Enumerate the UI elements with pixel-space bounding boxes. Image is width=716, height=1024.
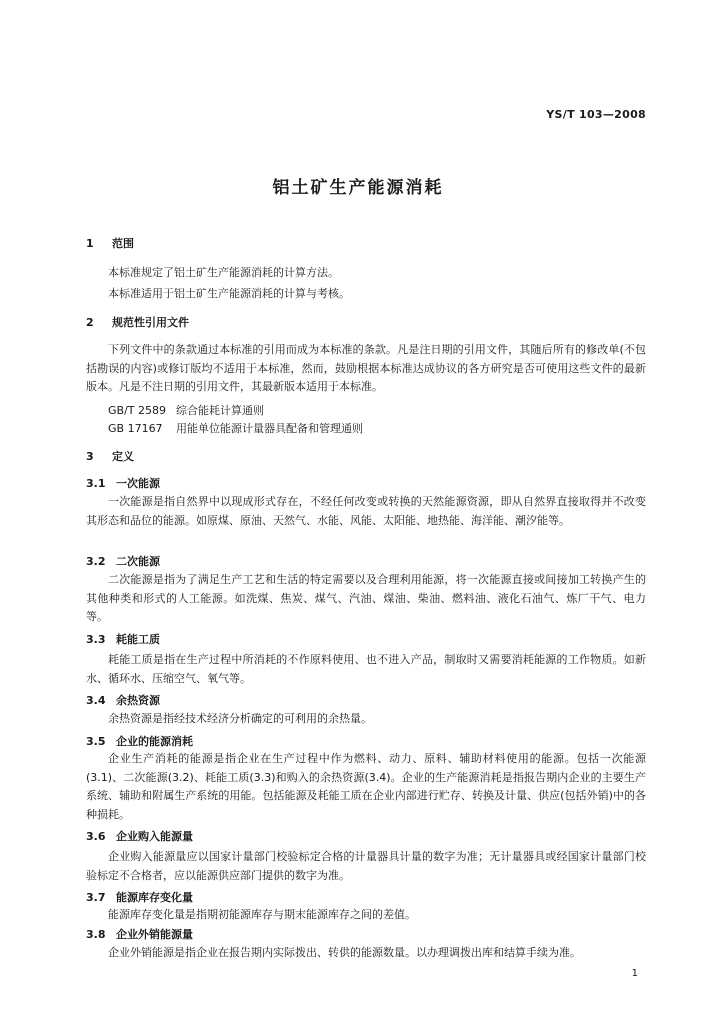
section-title: 规范性引用文件 [112, 316, 189, 329]
subsection-number: 3.6 [86, 830, 106, 843]
subsection-heading [86, 828, 193, 844]
reference-title: 用能单位能源计量器具配备和管理通则 [176, 422, 363, 435]
subsection-title: 二次能源 [116, 555, 160, 568]
subsection-heading [86, 926, 193, 942]
paragraph: 企业外销能源是指企业在报告期内实际拨出、转供的能源数量。以办理调拨出库和结算手续为准。 [108, 946, 581, 959]
section-number: 3 [86, 450, 94, 463]
section-number: 2 [86, 316, 94, 329]
reference-code: GB/T 2589 [108, 404, 166, 417]
subsection-number: 3.4 [86, 694, 106, 707]
subsection-title: 企业购入能源量 [116, 830, 193, 843]
paragraph: 耗能工质是指在生产过程中所消耗的不作原料使用、也不进入产品，制取时又需要消耗能源的工作物质。如新水、循环水、压缩空气、氧气等。 [86, 653, 646, 685]
subsection-heading [86, 631, 160, 647]
subsection-number: 3.2 [86, 555, 106, 568]
paragraph: 本标准适用于铝土矿生产能源消耗的计算与考核。 [108, 287, 350, 300]
page-number: 1 [631, 968, 638, 979]
paragraph: 一次能源是指自然界中以现成形式存在，不经任何改变或转换的天然能源资源，即从自然界直接取得并不改变其形态和品位的能源。如原煤、原油、天然气、水能、风能、太阳能、地热能、海洋能、潮汐能等。 [86, 495, 646, 527]
subsection-number: 3.8 [86, 928, 106, 941]
section-title: 定义 [112, 450, 134, 463]
standard-number: YS/T 103—2008 [546, 108, 646, 121]
reference-item [108, 402, 264, 418]
subsection-number: 3.7 [86, 891, 106, 904]
document-title: 铝土矿生产能源消耗 [272, 178, 444, 198]
subsection-heading [86, 692, 160, 708]
subsection-number: 3.5 [86, 735, 106, 748]
subsection-heading [86, 889, 193, 905]
paragraph: 余热资源是指经技术经济分析确定的可利用的余热量。 [108, 712, 372, 725]
paragraph: 能源库存变化量是指期初能源库存与期末能源库存之间的差值。 [108, 908, 416, 921]
subsection-title: 一次能源 [116, 477, 160, 490]
subsection-number: 3.3 [86, 633, 106, 646]
reference-item [108, 420, 363, 436]
paragraph: 本标准规定了铝土矿生产能源消耗的计算方法。 [108, 266, 339, 279]
section-2-heading [86, 314, 189, 330]
reference-title: 综合能耗计算通则 [176, 404, 264, 417]
subsection-heading [86, 733, 193, 749]
subsection-title: 耗能工质 [116, 633, 160, 646]
subsection-number: 3.1 [86, 477, 106, 490]
reference-code: GB 17167 [108, 422, 163, 435]
paragraph: 下列文件中的条款通过本标准的引用而成为本标准的条款。凡是注日期的引用文件，其随后所有的修改单(不包括勘误的内容)或修订版均不适用于本标准，然而，鼓励根据本标准达成协议的各方研究是否可使用这些文件的最新版本。凡是不注日期的引用文件，其最新版本适用于本标准。 [86, 343, 646, 394]
paragraph: 二次能源是指为了满足生产工艺和生活的特定需要以及合理利用能源，将一次能源直接或间接加工转换产生的其他种类和形式的人工能源。如洗煤、焦炭、煤气、汽油、煤油、柴油、燃料油、液化石油气、炼厂干气、电力等。 [86, 573, 646, 624]
paragraph: 企业购入能源量应以国家计量部门校验标定合格的计量器具计量的数字为准；无计量器具或经国家计量部门校验标定不合格者，应以能源供应部门提供的数字为准。 [86, 850, 646, 882]
section-number: 1 [86, 237, 94, 250]
section-1-heading [86, 235, 134, 251]
subsection-title: 余热资源 [116, 694, 160, 707]
paragraph: 企业生产消耗的能源是指企业在生产过程中作为燃料、动力、原料、辅助材料使用的能源。包括一次能源(3.1)、二次能源(3.2)、耗能工质(3.3)和购入的余热资源(3.4)。企业的生产能源消耗是指报告期内企业的主要生产系统、辅助和附属生产系统的用能。包括能源及耗能工质在企业内部进行贮存、转换及计量、供应(包括外销)中的各种损耗。 [86, 752, 646, 821]
section-title: 范围 [112, 237, 134, 250]
subsection-heading [86, 475, 160, 491]
subsection-title: 企业外销能源量 [116, 928, 193, 941]
subsection-heading [86, 553, 160, 569]
section-3-heading [86, 448, 134, 464]
subsection-title: 企业的能源消耗 [116, 735, 193, 748]
subsection-title: 能源库存变化量 [116, 891, 193, 904]
